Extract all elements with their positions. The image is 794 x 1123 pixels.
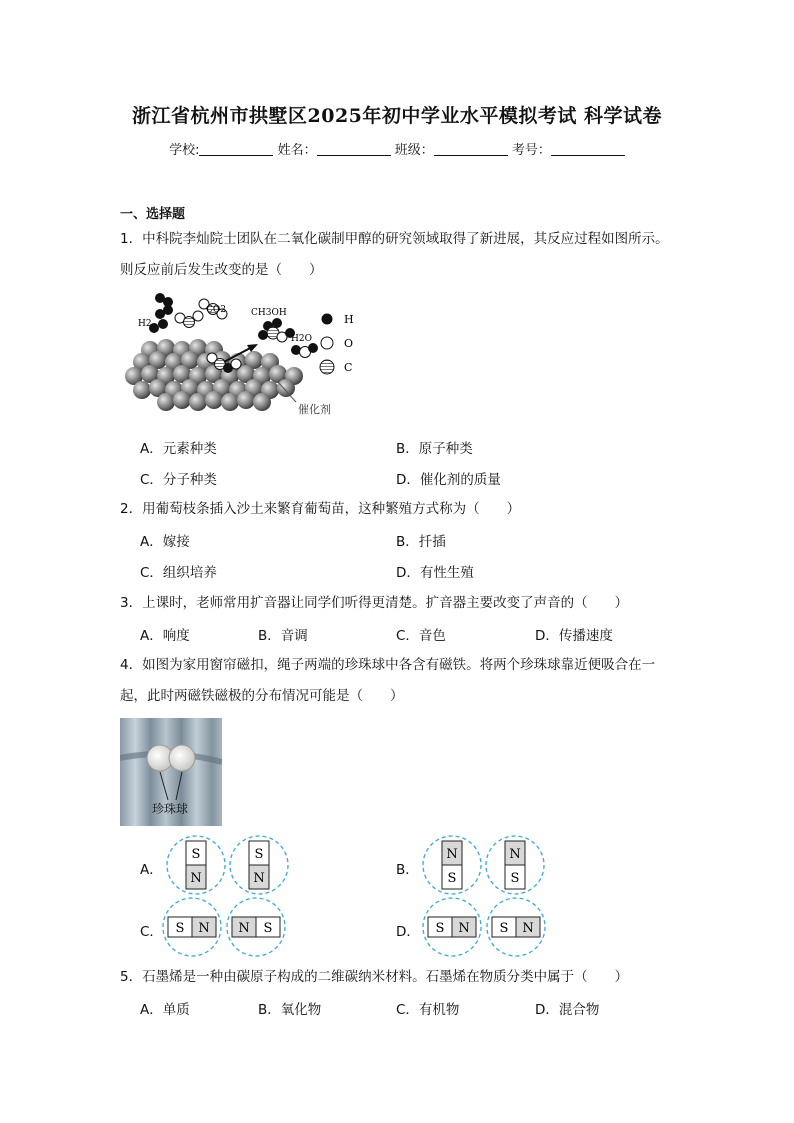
legend-o-swatch [321,337,333,349]
legend-c-swatch [320,360,334,374]
exam-no-label: 考号： [511,143,551,158]
q3-option-b[interactable]: B．音调 [258,628,308,644]
q5-option-b[interactable]: B．氧化物 [258,1002,322,1018]
legend-c: C [344,361,353,374]
co2-to-methanol-figure [120,290,370,420]
q2-option-d[interactable]: D．有性生殖 [396,565,474,581]
q1-option-c[interactable]: C．分子种类 [140,472,217,488]
q4-option-c-label[interactable]: C． [140,924,163,940]
student-info-line [0,139,794,158]
ch3oh-molecule [258,318,295,342]
legend-h: H [344,313,354,326]
magnet-pole-label: N [253,871,265,886]
magnet-pole-label: S [510,871,520,886]
co2-label: CO2 [206,305,226,315]
section-heading: 一、选择题 [120,207,186,222]
q4-option-a-label[interactable]: A． [140,862,163,878]
class-label: 班级： [394,143,434,158]
question-1-line-2: 则反应前后发生改变的是（ ） [120,262,323,278]
magnet-pole-label: S [191,847,201,862]
q2-option-b[interactable]: B．扦插 [396,534,446,550]
question-4-line-1: 4．如图为家用窗帘磁扣，绳子两端的珍珠球中各含有磁铁。将两个珍珠球靠近便吸合在一 [120,657,656,673]
q1-option-a[interactable]: A．元素种类 [140,441,217,457]
question-1-line-1: 1．中科院李灿院士团队在二氧化碳制甲醇的研究领域取得了新进展，其反应过程如图所示。 [120,231,669,247]
q5-option-d[interactable]: D．混合物 [535,1002,600,1018]
question-2: 2．用葡萄枝条插入沙土来繁育葡萄苗，这种繁殖方式称为（ ） [120,501,521,517]
name-label: 姓名： [277,143,317,158]
q3-option-a[interactable]: A．响度 [140,628,190,644]
magnet-pole-label: N [458,921,470,936]
magnet-pole-label: N [522,921,534,936]
q1-option-d[interactable]: D．催化剂的质量 [396,472,501,488]
q5-option-c[interactable]: C．有机物 [396,1002,460,1018]
h2-molecules [149,293,173,333]
magnet-pole-label: S [435,921,445,936]
magnet-pole-label: S [499,921,509,936]
question-3: 3．上课时，老师常用扩音器让同学们听得更清楚。扩音器主要改变了声音的（ ） [120,595,629,611]
question-4-line-2: 起，此时两磁铁磁极的分布情况可能是（ ） [120,688,404,704]
magnet-pole-label: S [263,921,273,936]
h2-label: H2 [138,319,152,329]
question-5: 5．石墨烯是一种由碳原子构成的二维碳纳米材料。石墨烯在物质分类中属于（ ） [120,969,629,985]
atom-legend [320,313,354,374]
q4-option-b-label[interactable]: B． [396,862,419,878]
catalyst-surface [125,339,303,411]
q4-option-d-label[interactable]: D． [396,924,420,940]
q5-option-a[interactable]: A．单质 [140,1002,190,1018]
school-blank [199,142,273,156]
catalyst-label: 催化剂 [298,403,331,416]
school-label: 学校: [169,143,200,158]
q4-option-d-figure[interactable] [416,896,548,958]
q1-option-b[interactable]: B．原子种类 [396,441,473,457]
curtain-tieback-photo [120,718,222,826]
q2-option-c[interactable]: C．组织培养 [140,565,217,581]
magnet-pole-label: S [175,921,185,936]
legend-h-swatch [322,314,333,325]
pearl-ball-right [169,745,195,771]
q4-option-a-figure[interactable] [160,834,292,896]
exam-no-blank [551,142,625,156]
class-blank [434,142,508,156]
magnet-pole-label: N [446,847,458,862]
h2o-label: H2O [291,334,312,344]
magnet-pole-label: N [238,921,250,936]
q3-option-d[interactable]: D．传播速度 [535,628,613,644]
magnet-pole-label: S [447,871,457,886]
q4-option-c-figure[interactable] [160,896,292,958]
page-title: 浙江省杭州市拱墅区2025年初中学业水平模拟考试 科学试卷 [132,105,662,127]
magnet-pole-label: N [509,847,521,862]
ch3oh-label: CH3OH [251,308,287,318]
q4-option-b-figure[interactable] [416,834,548,896]
q3-option-c[interactable]: C．音色 [396,628,446,644]
magnet-pole-label: N [190,871,202,886]
name-blank [317,142,391,156]
h2o-molecule [291,343,318,358]
legend-o: O [344,337,354,350]
q2-option-a[interactable]: A．嫁接 [140,534,190,550]
magnet-pole-label: N [198,921,210,936]
pearl-ball-label: 珍珠球 [152,802,189,816]
magnet-pole-label: S [254,847,264,862]
